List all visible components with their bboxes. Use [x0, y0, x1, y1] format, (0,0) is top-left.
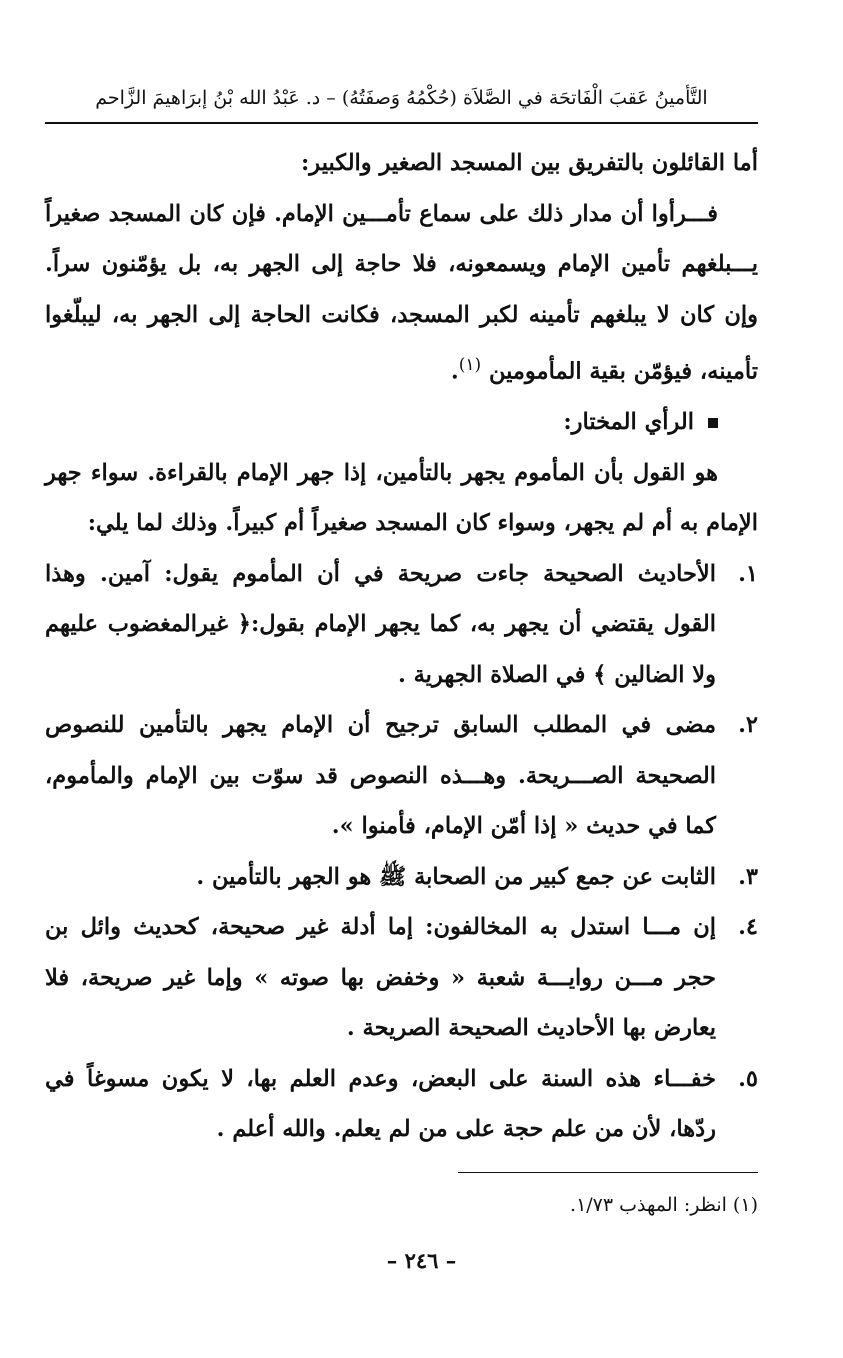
list-item-number: ٣.: [738, 863, 758, 890]
chosen-opinion-paragraph: هو القول بأن المأموم يجهر بالتأمين، إذا جهر الإمام بالقراءة. سواء جهر الإمام به أم لم يجهر، وسواء كان المسجد صغيراً أم كبيراً. وذلك لما يلي:: [45, 459, 758, 536]
running-header: التَّأمينُ عَقبَ الْفَاتحَة في الصَّلاَة (حُكْمُهُ وَصفَتُهُ) – د. عَبْدُ الله بْنُ إبرَاهيمَ الزَّاحم: [95, 87, 708, 109]
chosen-opinion-heading-text: الرأي المختار:: [563, 409, 694, 435]
chosen-opinion-heading: [45, 397, 758, 448]
list-item-text: الأحاديث الصحيحة جاءت صريحة في أن المأموم يقول: آمين. وهذا القول يقتضي أن يجهر به، كما يجهر الإمام بقول:﴿ غيرالمغضوب عليهم ولا الضالين ﴾ في الصلاة الجهرية .: [45, 560, 716, 688]
list-item: [45, 700, 758, 852]
square-bullet-icon: [708, 418, 718, 428]
page-number: – ٢٤٦ –: [386, 1248, 457, 1273]
list-item-number: ٥.: [738, 1065, 758, 1092]
list-item: [45, 549, 758, 701]
footnote-ref[interactable]: (١): [458, 355, 482, 375]
intro-heading: أما القائلون بالتفريق بين المسجد الصغير والكبير:: [300, 150, 758, 176]
footnote-divider: [458, 1172, 758, 1173]
list-item-number: ٢.: [738, 712, 758, 738]
list-item-text: مضى في المطلب السابق ترجيح أن الإمام يجهر بالتأمين للنصوص الصحيحة الصـــريحة. وهـــذه النصوص قد سوّت بين الإمام والمأموم، كما في حديث « إذا أمّن الإمام، فأمنوا ».: [45, 712, 716, 839]
list-item: [45, 1054, 758, 1155]
list-item-text: خفـــاء هذه السنة على البعض، وعدم العلم بها، لا يكون مسوغاً في ردّها، لأن من علم حجة على من لم يعلم. والله أعلم .: [45, 1065, 716, 1142]
intro-paragraph-text: فـــرأوا أن مدار ذلك على سماع تأمـــين الإمام. فإن كان المسجد صغيراً يـــبلغهم تأمين الإمام ويسمعونه، فلا حاجة إلى الجهر به، بل يؤمّنون سراً. وإن كان لا يبلغهم تأمينه لكبر المسجد، فكانت الحاجة إلى الجهر به، ليبلّغوا تأمينه، فيؤمّن بقية المأمومين: [45, 200, 758, 385]
list-item-number: ١.: [738, 560, 758, 587]
intro-paragraph-end: .: [450, 358, 459, 385]
list-item-number: ٤.: [738, 914, 758, 940]
list-item-text: الثابت عن جمع كبير من الصحابة ﷺ هو الجهر بالتأمين .: [196, 863, 716, 890]
footnote: (١) انظر: المهذب ١/٧٣.: [570, 1194, 758, 1216]
main-text: [45, 138, 758, 1155]
list-item: [45, 852, 758, 903]
list-item-text: إن مـــا استدل به المخالفون: إما أدلة غير صحيحة، كحديث وائل بن حجر مـــن روايـــة شعبة « وخفض بها صوته » وإما غير صريحة، فلا يعارض بها الأحاديث الصحيحة الصريحة .: [45, 914, 716, 1041]
intro-paragraph: [45, 189, 758, 398]
list-item: [45, 902, 758, 1054]
header-divider: [45, 122, 758, 124]
